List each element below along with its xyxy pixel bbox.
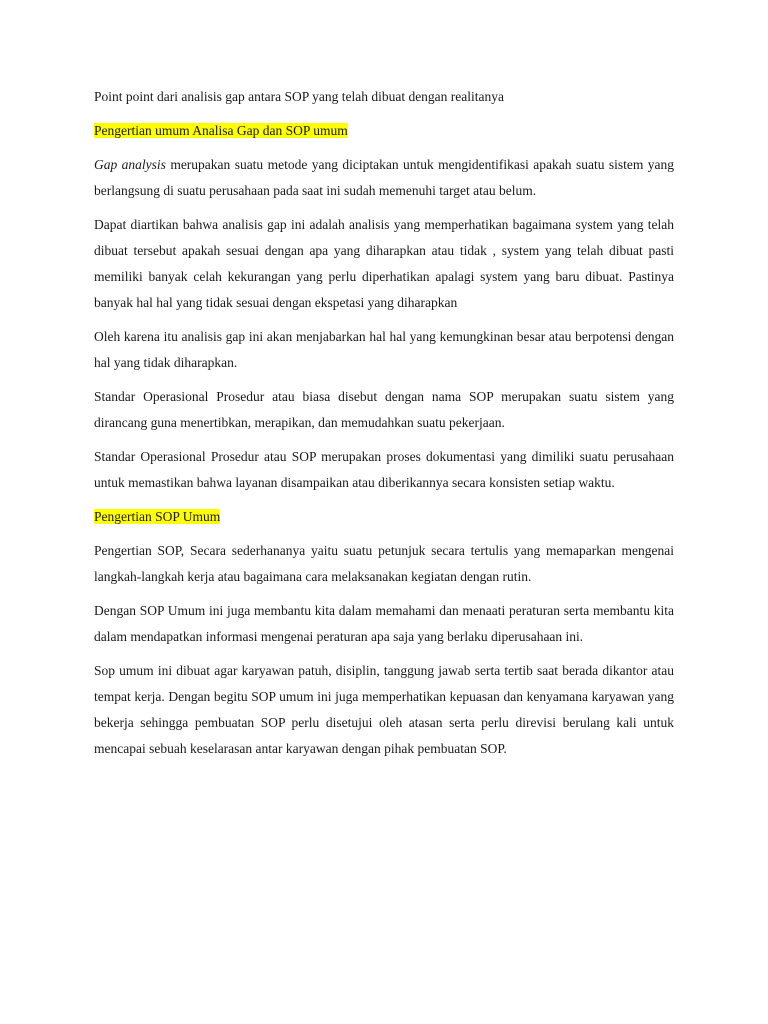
highlighted-heading-text: Pengertian umum Analisa Gap dan SOP umum [94, 123, 348, 138]
paragraph-gap-analysis-purpose: Oleh karena itu analisis gap ini akan menjabarkan hal hal yang kemungkinan besar atau berpotensi dengan hal yang tidak diharapkan. [94, 329, 674, 370]
paragraph-gap-analysis-meaning: Dapat diartikan bahwa analisis gap ini adalah analisis yang memperhatikan bagaimana system yang telah dibuat tersebut apakah sesuai dengan apa yang diharapkan atau tidak , system yang telah dibuat pasti memiliki banyak celah kekurangan yang perlu diperhatikan apalagi system yang baru dibuat. Pastinya banyak hal hal yang tidak sesuai dengan ekspetasi yang diharapkan [94, 217, 674, 310]
highlighted-heading-text: Pengertian SOP Umum [94, 509, 221, 524]
section-heading-sop-umum [94, 504, 674, 530]
paragraph-gap-analysis-definition [94, 152, 674, 204]
gap-analysis-term: Gap analysis [94, 157, 166, 172]
paragraph-sop-benefit: Dengan SOP Umum ini juga membantu kita dalam memahami dan menaati peraturan serta membantu kita dalam mendapatkan informasi mengenai peraturan apa saja yang berlaku diperusahaan ini. [94, 603, 674, 644]
intro-line [94, 84, 674, 110]
paragraph-sop-definition: Standar Operasional Prosedur atau biasa disebut dengan nama SOP merupakan suatu sistem yang dirancang guna menertibkan, merapikan, dan memudahkan suatu pekerjaan. [94, 389, 674, 430]
paragraph-text: merupakan suatu metode yang diciptakan untuk mengidentifikasi apakah suatu sistem yang berlangsung di suatu perusahaan pada saat ini sudah memenuhi target atau belum. [94, 157, 674, 198]
section-heading-gap-sop [94, 118, 674, 144]
intro-text: Point point dari analisis gap antara SOP yang telah dibuat dengan realitanya [94, 89, 505, 104]
paragraph-sop-documentation: Standar Operasional Prosedur atau SOP merupakan proses dokumentasi yang dimiliki suatu perusahaan untuk memastikan bahwa layanan disampaikan atau diberikannya secara konsisten setiap waktu. [94, 449, 674, 490]
paragraph-sop-meaning: Pengertian SOP, Secara sederhananya yaitu suatu petunjuk secara tertulis yang memaparkan mengenai langkah-langkah kerja atau bagaimana cara melaksanakan kegiatan dengan rutin. [94, 543, 674, 584]
paragraph-sop-purpose: Sop umum ini dibuat agar karyawan patuh, disiplin, tanggung jawab serta tertib saat berada dikantor atau tempat kerja. Dengan begitu SOP umum ini juga memperhatikan kepuasan dan kenyamana karyawan yang bekerja sehingga pembuatan SOP perlu disetujui oleh atasan serta perlu direvisi berulang kali untuk mencapai sebuah keselarasan antar karyawan dengan pihak pembuatan SOP. [94, 663, 674, 756]
